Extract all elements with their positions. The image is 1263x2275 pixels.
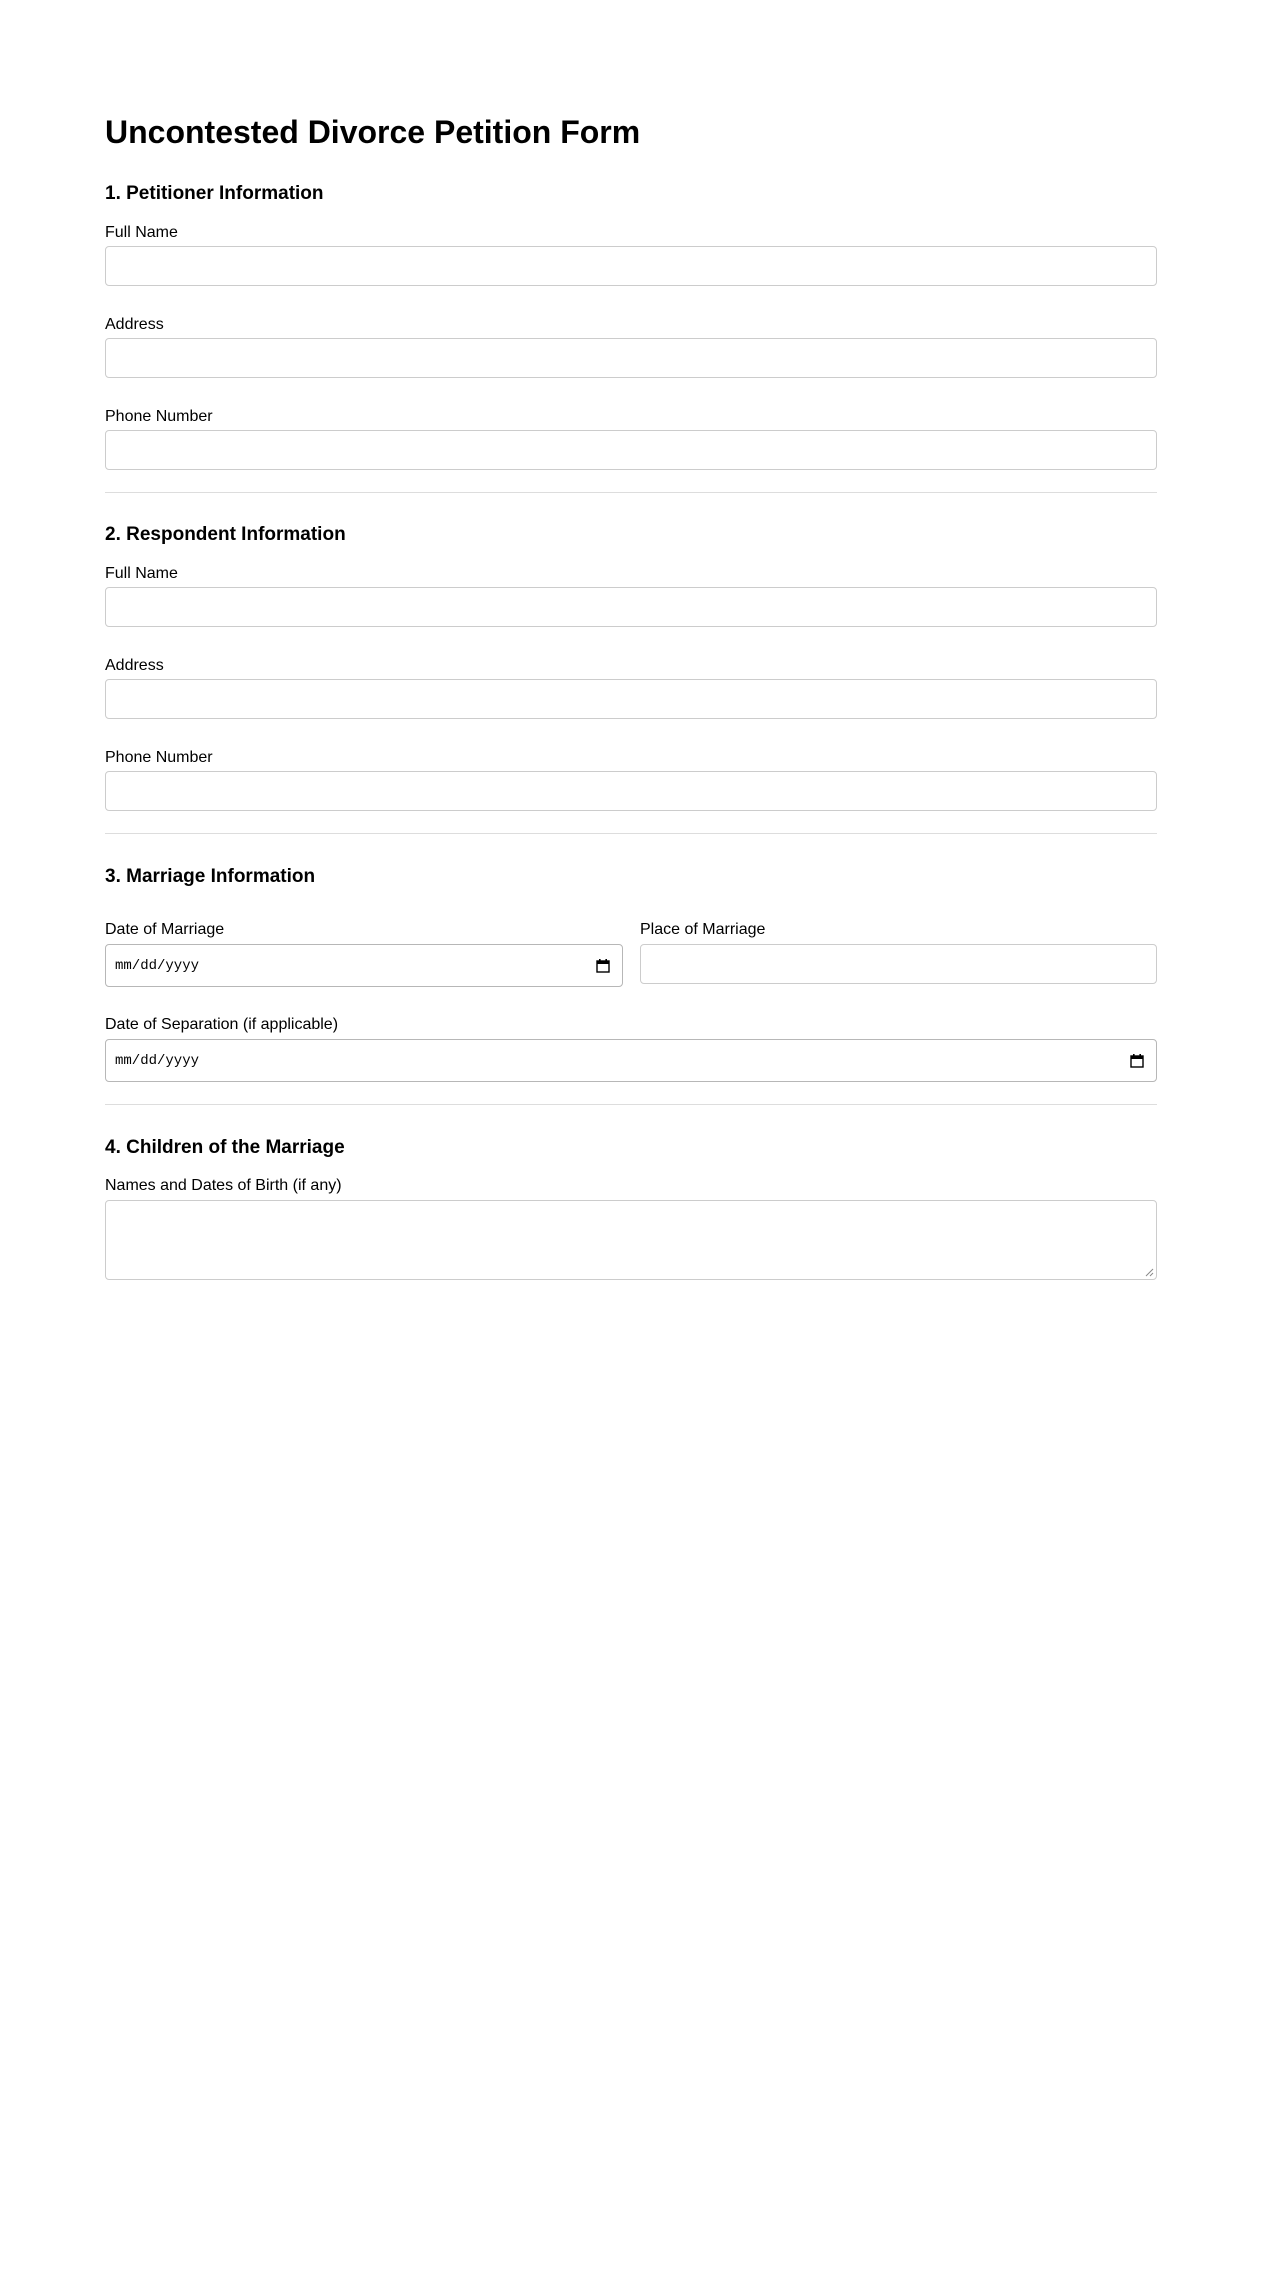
date-placeholder: mm/dd/yyyy [115,958,200,974]
calendar-icon[interactable] [1129,1053,1145,1069]
children-names-label: Names and Dates of Birth (if any) [105,1177,342,1194]
petitioner-phone-label: Phone Number [105,408,213,425]
respondent-full-name-input[interactable] [105,587,1157,627]
section-divider [105,492,1157,493]
section-divider [105,833,1157,834]
respondent-full-name-label: Full Name [105,565,178,582]
calendar-icon[interactable] [595,958,611,974]
petitioner-address-label: Address [105,316,164,333]
section-heading-children: 4. Children of the Marriage [105,1137,345,1158]
children-names-textarea[interactable] [105,1200,1157,1280]
section-heading-petitioner: 1. Petitioner Information [105,183,324,204]
section-heading-marriage: 3. Marriage Information [105,866,316,887]
petitioner-full-name-input[interactable] [105,246,1157,286]
respondent-address-label: Address [105,657,164,674]
petitioner-full-name-label: Full Name [105,224,178,241]
date-of-marriage-input[interactable] [105,944,623,987]
respondent-phone-input[interactable] [105,771,1157,811]
page-title: Uncontested Divorce Petition Form [105,114,641,150]
place-of-marriage-label: Place of Marriage [640,921,766,938]
respondent-phone-label: Phone Number [105,749,213,766]
section-heading-respondent: 2. Respondent Information [105,524,346,545]
respondent-address-input[interactable] [105,679,1157,719]
petitioner-phone-input[interactable] [105,430,1157,470]
place-of-marriage-input[interactable] [640,944,1157,984]
petitioner-address-input[interactable] [105,338,1157,378]
date-of-separation-label: Date of Separation (if applicable) [105,1016,339,1033]
section-divider [105,1104,1157,1105]
resize-grip-icon[interactable] [1145,1268,1154,1277]
date-of-marriage-label: Date of Marriage [105,921,225,938]
date-placeholder: mm/dd/yyyy [115,1053,200,1069]
date-of-separation-input[interactable] [105,1039,1157,1082]
